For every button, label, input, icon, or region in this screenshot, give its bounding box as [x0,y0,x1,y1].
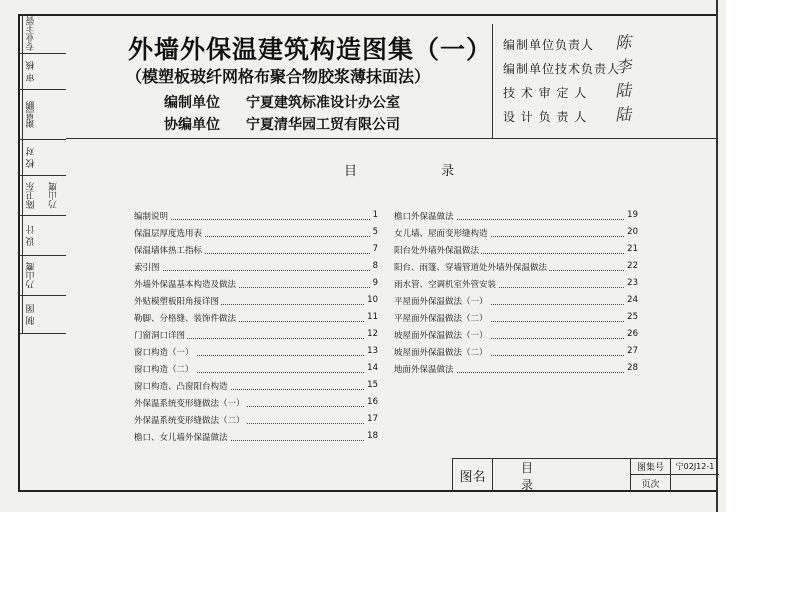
toc-entry-title: 阳台、雨篷、穿墙管道处外墙外保温做法 [394,263,548,273]
side-strip-signature: 乃山鹰 [49,182,59,209]
toc-entry-page: 10 [367,295,378,305]
editor-row [164,92,400,112]
toc-entry-title: 外贴模塑板阳角接详图 [134,297,220,307]
toc-entry [134,361,378,378]
toc-entry-title: 平屋面外保温做法（二） [394,314,488,324]
toc-entry-title: 索引图 [134,263,160,273]
page-title: 外墙外保温建筑构造图集（一） [128,35,493,64]
side-strip-signature [41,90,66,139]
toc-entry-title: 门窗洞口详图 [134,331,186,341]
toc-entry-page: 5 [372,227,378,237]
toc-entry-page: 8 [372,261,378,271]
toc-entry-page: 23 [627,278,638,288]
toc-entry [394,310,638,327]
toc-entry [134,225,378,242]
handwritten-signature: 陈 [614,32,632,53]
toc-entry [394,361,638,378]
toc-entry [134,395,378,412]
side-strip-signature [41,296,66,333]
toc-entry-title: 平屋面外保温做法（一） [394,297,488,307]
toc-entry [394,242,638,259]
toc-entry-page: 26 [627,329,638,339]
toc-entry-page: 20 [627,227,638,237]
side-strip-signature [41,14,66,53]
toc-left-column [134,208,378,446]
approval-role: 编制单位负责人 [503,38,595,52]
toc-entry-title: 保温墙体热工指标 [134,246,203,256]
approval-role: 编制单位技术负责人 [503,62,621,76]
toc-entry-title: 阳台处外墙外保温做法 [394,246,480,256]
toc-entry [134,429,378,446]
title-block [452,458,718,492]
toc-entry-title: 雨水管、空调机室外管安装 [394,280,497,290]
toc-entry [394,293,638,310]
toc-entry-page: 11 [367,312,378,322]
toc-entry [134,208,378,225]
toc-entry [134,259,378,276]
toc-entry [394,225,638,242]
header-divider [66,138,718,139]
side-strip-signature [41,54,66,89]
toc-entry-page: 13 [367,346,378,356]
toc-entry-title: 窗口构造、凸窗阳台构造 [134,382,228,392]
atlas-number-label: 图集号 [631,459,671,475]
toc-entry-page: 25 [627,312,638,322]
toc-entry-title: 编制说明 [134,212,169,222]
side-strip-label: 制 图 [22,296,39,333]
toc-entry [394,276,638,293]
title-block-name: 目 录 [493,459,631,492]
toc-entry-page: 19 [627,210,638,220]
toc-entry-title: 窗口构造（二） [134,365,194,375]
toc-entry-page: 15 [367,380,378,390]
side-strip-label: 谢黑鹏 [22,90,39,139]
title-block-label: 图名 [453,459,493,492]
toc-entry-title: 地面外保温做法 [394,365,454,375]
side-strip-cell [18,296,66,334]
side-strip-label: 审 核 [22,54,39,89]
side-strip-signature [41,256,66,295]
toc-entry [134,310,378,327]
toc-leader-dots [134,270,370,271]
toc-entry-title: 檐口、女儿墙外保温做法 [134,433,228,443]
page-subtitle: （模塑板玻纤网格布聚合物胶浆薄抹面法） [126,67,431,86]
atlas-number-value: 宁02J12-1 [671,459,719,475]
handwritten-signature: 陆 [614,80,632,101]
sheet-edge [716,0,718,512]
toc-entry-page: 9 [372,278,378,288]
handwritten-signature: 李 [614,56,632,77]
toc-entry-page: 14 [367,363,378,373]
side-strip-cell [18,256,66,296]
co-editor-row [164,114,400,134]
side-strip-cell [18,14,66,54]
side-strip-signature [41,216,66,255]
page-number-value [671,475,719,492]
side-strip-cell [18,176,66,216]
approval-role: 技 术 审 定 人 [503,86,588,100]
toc-entry [134,276,378,293]
side-strip-label: 乃山鹰 [22,256,39,295]
toc-entry-title: 坡屋面外保温做法（一） [394,331,488,341]
side-strip-label: 专业主管 [22,14,39,53]
side-strip-cell [18,140,66,176]
side-strip-cell [18,54,66,90]
toc-entry-title: 女儿墙、屋面变形缝构造 [394,229,488,239]
toc-entry-page: 28 [627,363,638,373]
approval-row [503,80,713,108]
toc-entry [134,242,378,259]
toc-entry-page: 17 [367,414,378,424]
side-strip [18,14,66,334]
toc-entry-page: 12 [367,329,378,339]
toc-entry [394,344,638,361]
toc-entry-page: 22 [627,261,638,271]
side-strip-label: 设 计 [22,216,39,255]
toc-entry [134,293,378,310]
side-strip-cell [18,216,66,256]
toc-entry-title: 坡屋面外保温做法（二） [394,348,488,358]
approval-block [492,24,719,138]
approval-row [503,56,713,84]
toc-entry [134,378,378,395]
toc-entry-page: 7 [372,244,378,254]
side-strip-signature [41,140,66,175]
toc-entry [134,327,378,344]
toc-entry [394,208,638,225]
toc-title: 目 录 [344,164,495,179]
toc-entry-page: 16 [367,397,378,407]
toc-entry-page: 21 [627,244,638,254]
toc-entry-page: 18 [367,431,378,441]
approval-role: 设 计 负 责 人 [503,110,588,124]
co-editor-label: 协编单位 [164,117,220,133]
toc-entry [134,412,378,429]
toc-entry-title: 外墙外保温基本构造及做法 [134,280,237,290]
co-editor-value: 宁夏清华园工贸有限公司 [246,117,400,133]
approval-row [503,32,713,60]
toc-entry [394,327,638,344]
editor-label: 编制单位 [164,95,220,111]
toc-entry-page: 1 [372,210,378,220]
side-strip-label: 校 对 [22,140,39,175]
toc-entry-title: 外保温系统变形缝做法（二） [134,416,245,426]
toc-entry-title: 檐口外保温做法 [394,212,454,222]
handwritten-signature: 陆 [614,104,632,125]
side-strip-label: 陈卫东 [22,176,39,215]
toc-entry [134,344,378,361]
toc-entry-page: 24 [627,295,638,305]
toc-entry-title: 外保温系统变形缝做法（一） [134,399,245,409]
editor-value: 宁夏建筑标准设计办公室 [246,95,400,111]
toc-entry [394,259,638,276]
approval-row [503,104,713,132]
side-strip-cell [18,90,66,140]
toc-right-column [394,208,638,378]
toc-entry-page: 27 [627,346,638,356]
page-number-label: 页次 [631,475,671,492]
toc-entry-title: 窗口构造（一） [134,348,194,358]
toc-entry-title: 保温层厚度选用表 [134,229,203,239]
toc-entry-title: 勒脚、分格缝、装饰件做法 [134,314,237,324]
